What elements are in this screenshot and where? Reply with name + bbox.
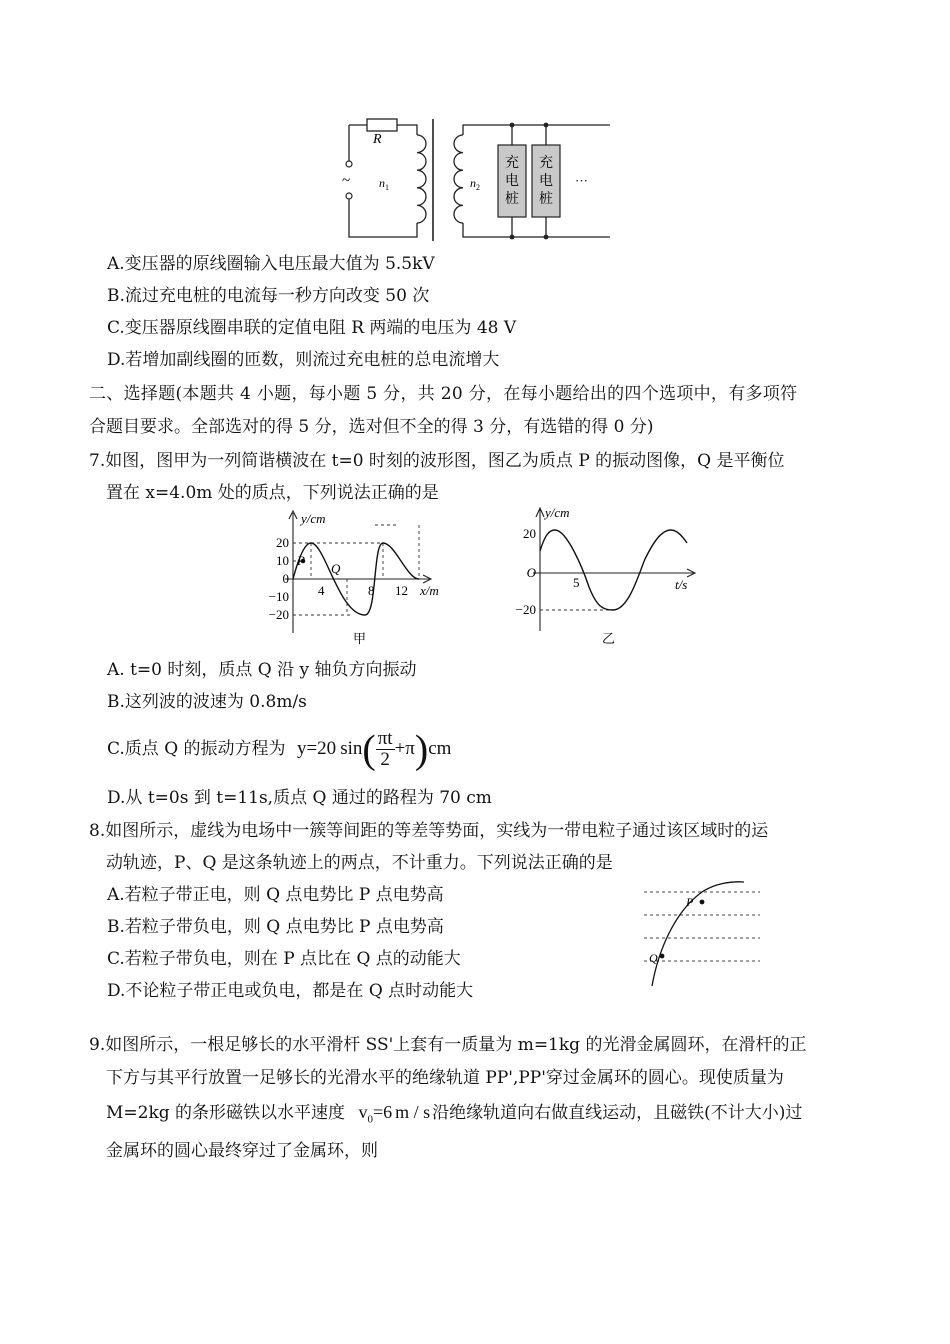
q7-option-d: D.从 t=0s 到 t=11s,质点 Q 通过的路程为 70 cm xyxy=(107,788,492,808)
q6-option-d: D.若增加副线圈的匝数，则流过充电桩的总电流增大 xyxy=(107,350,500,370)
eq-amplitude: =20 xyxy=(306,738,337,759)
yi-origin-label: O xyxy=(526,565,536,580)
eq-y: y xyxy=(296,738,307,759)
q7-option-b: B.这列波的波速为 0.8m/s xyxy=(107,692,307,712)
jia-x-axis-label: x/m xyxy=(420,583,439,598)
particle-trajectory xyxy=(652,882,744,986)
point-p-label: P xyxy=(686,895,694,909)
pile2-char-3: 桩 xyxy=(539,192,553,207)
q7-option-c-prefix: C.质点 Q 的振动方程为 xyxy=(107,739,286,759)
eq-phase: +π xyxy=(394,738,415,759)
section2-heading-line2: 合题目要求。全部选对的得 5 分，选对但不全的得 3 分，有选错的得 0 分) xyxy=(89,417,654,437)
q9-line3-end: 沿绝缘轨道向右做直线运动，且磁铁(不计大小)过 xyxy=(432,1103,803,1123)
q7-option-c-equation: y=20 sin( $\frac{\pi t}{2}$ +π)cm xyxy=(296,726,452,772)
q7-stem-line1: 7.如图，图甲为一列简谐横波在 t=0 时刻的波形图，图乙为质点 P 的振动图像，Q 是平衡位 xyxy=(89,451,785,471)
q8-option-d: D.不论粒子带正电或负电，都是在 Q 点时动能大 xyxy=(107,981,474,1001)
eq-sin: sin xyxy=(340,738,363,759)
source-label: ~ xyxy=(342,173,351,189)
v0-unit: m / s xyxy=(395,1102,431,1122)
pile2-char-2: 电 xyxy=(539,174,553,189)
q8-stem-line2: 动轨迹，P、Q 是这条轨迹上的两点，不计重力。下列说法正确的是 xyxy=(106,853,613,873)
jia-ytick-10: 10 xyxy=(276,553,289,568)
yi-y-axis-label: y/cm xyxy=(545,505,570,520)
q9-line3 xyxy=(106,1100,802,1132)
q9-velocity-expression xyxy=(358,1102,431,1126)
yi-xtick-5: 5 xyxy=(573,575,580,590)
q8-option-a: A.若粒子带正电，则 Q 点电势比 P 点电势高 xyxy=(107,885,444,905)
eq-unit: cm xyxy=(428,738,452,759)
pile2-char-1: 充 xyxy=(539,156,553,171)
equipotential-figure xyxy=(640,872,765,990)
pile1-char-3: 桩 xyxy=(505,192,519,207)
q9-line2: 下方与其平行放置一足够长的光滑水平的绝缘轨道 PP',PP'穿过金属环的圆心。现使质量为 xyxy=(106,1068,784,1088)
q6-option-c: C.变压器原线圈串联的定值电阻 R 两端的电压为 48 V xyxy=(107,318,517,338)
yi-caption: 乙 xyxy=(602,631,616,646)
v0-symbol: v xyxy=(358,1102,368,1122)
point-p xyxy=(700,900,705,905)
point-q xyxy=(660,954,665,959)
resistor-label: R xyxy=(373,132,382,147)
q7-option-c xyxy=(107,724,451,774)
pile1-char-1: 充 xyxy=(505,156,519,171)
q8-stem-line1: 8.如图所示，虚线为电场中一簇等间距的等差等势面，实线为一带电粒子通过该区域时的运 xyxy=(89,821,769,841)
point-q-label: Q xyxy=(649,951,658,965)
q9-line1: 9.如图所示，一根足够长的水平滑杆 SS'上套有一质量为 m=1kg 的光滑金属圆环，在滑杆的正 xyxy=(89,1035,807,1055)
n1-label: $n_1$ xyxy=(379,176,389,192)
q6-option-a: A.变压器的原线圈输入电压最大值为 5.5kV xyxy=(107,254,435,274)
jia-y-axis-label: y/cm xyxy=(301,511,326,526)
jia-xtick-8: 8 xyxy=(368,583,375,598)
transformer-circuit-figure xyxy=(335,115,615,245)
vibration-graph-yi xyxy=(505,503,705,648)
eq-numerator: πt xyxy=(377,728,393,750)
jia-ytick-0: 0 xyxy=(282,571,289,586)
eq-denominator: 2 xyxy=(380,749,390,771)
section2-heading-line1: 二、选择题(本题共 4 小题，每小题 5 分，共 20 分，在每小题给出的四个选项中，有多项符 xyxy=(89,384,798,404)
q7-stem-line2: 置在 x=4.0m 处的质点，下列说法正确的是 xyxy=(106,483,439,503)
wave-graph-jia xyxy=(255,505,455,650)
jia-ytick-neg20: −20 xyxy=(268,607,289,622)
q9-line3-start: M=2kg 的条形磁铁以水平速度 xyxy=(106,1103,346,1123)
yi-ytick-neg20: −20 xyxy=(515,602,536,617)
q8-option-b: B.若粒子带负电，则 Q 点电势比 P 点电势高 xyxy=(107,917,444,937)
eq-fraction xyxy=(376,729,395,770)
yi-x-axis-label: t/s xyxy=(675,577,688,592)
jia-point-q-label: Q xyxy=(331,561,341,576)
jia-ytick-neg10: −10 xyxy=(268,589,289,604)
q8-option-c: C.若粒子带负电，则在 P 点比在 Q 点的动能大 xyxy=(107,949,461,969)
n2-label: $n_2$ xyxy=(470,176,480,192)
jia-xtick-12: 12 xyxy=(395,583,408,598)
jia-point-p-label: P xyxy=(297,553,305,568)
jia-xtick-4: 4 xyxy=(318,583,325,598)
more-piles-dots: ··· xyxy=(575,173,588,188)
pile1-char-2: 电 xyxy=(505,174,519,189)
jia-caption: 甲 xyxy=(353,631,367,646)
jia-ytick-20: 20 xyxy=(276,535,289,550)
yi-ytick-20: 20 xyxy=(523,526,536,541)
v0-subscript: 0 xyxy=(367,1113,373,1126)
q6-option-b: B.流过充电桩的电流每一秒方向改变 50 次 xyxy=(107,286,430,306)
q7-option-a: A. t=0 时刻，质点 Q 沿 y 轴负方向振动 xyxy=(107,660,417,680)
v0-value: =6 xyxy=(372,1102,393,1122)
q9-line4: 金属环的圆心最终穿过了金属环，则 xyxy=(106,1141,378,1161)
